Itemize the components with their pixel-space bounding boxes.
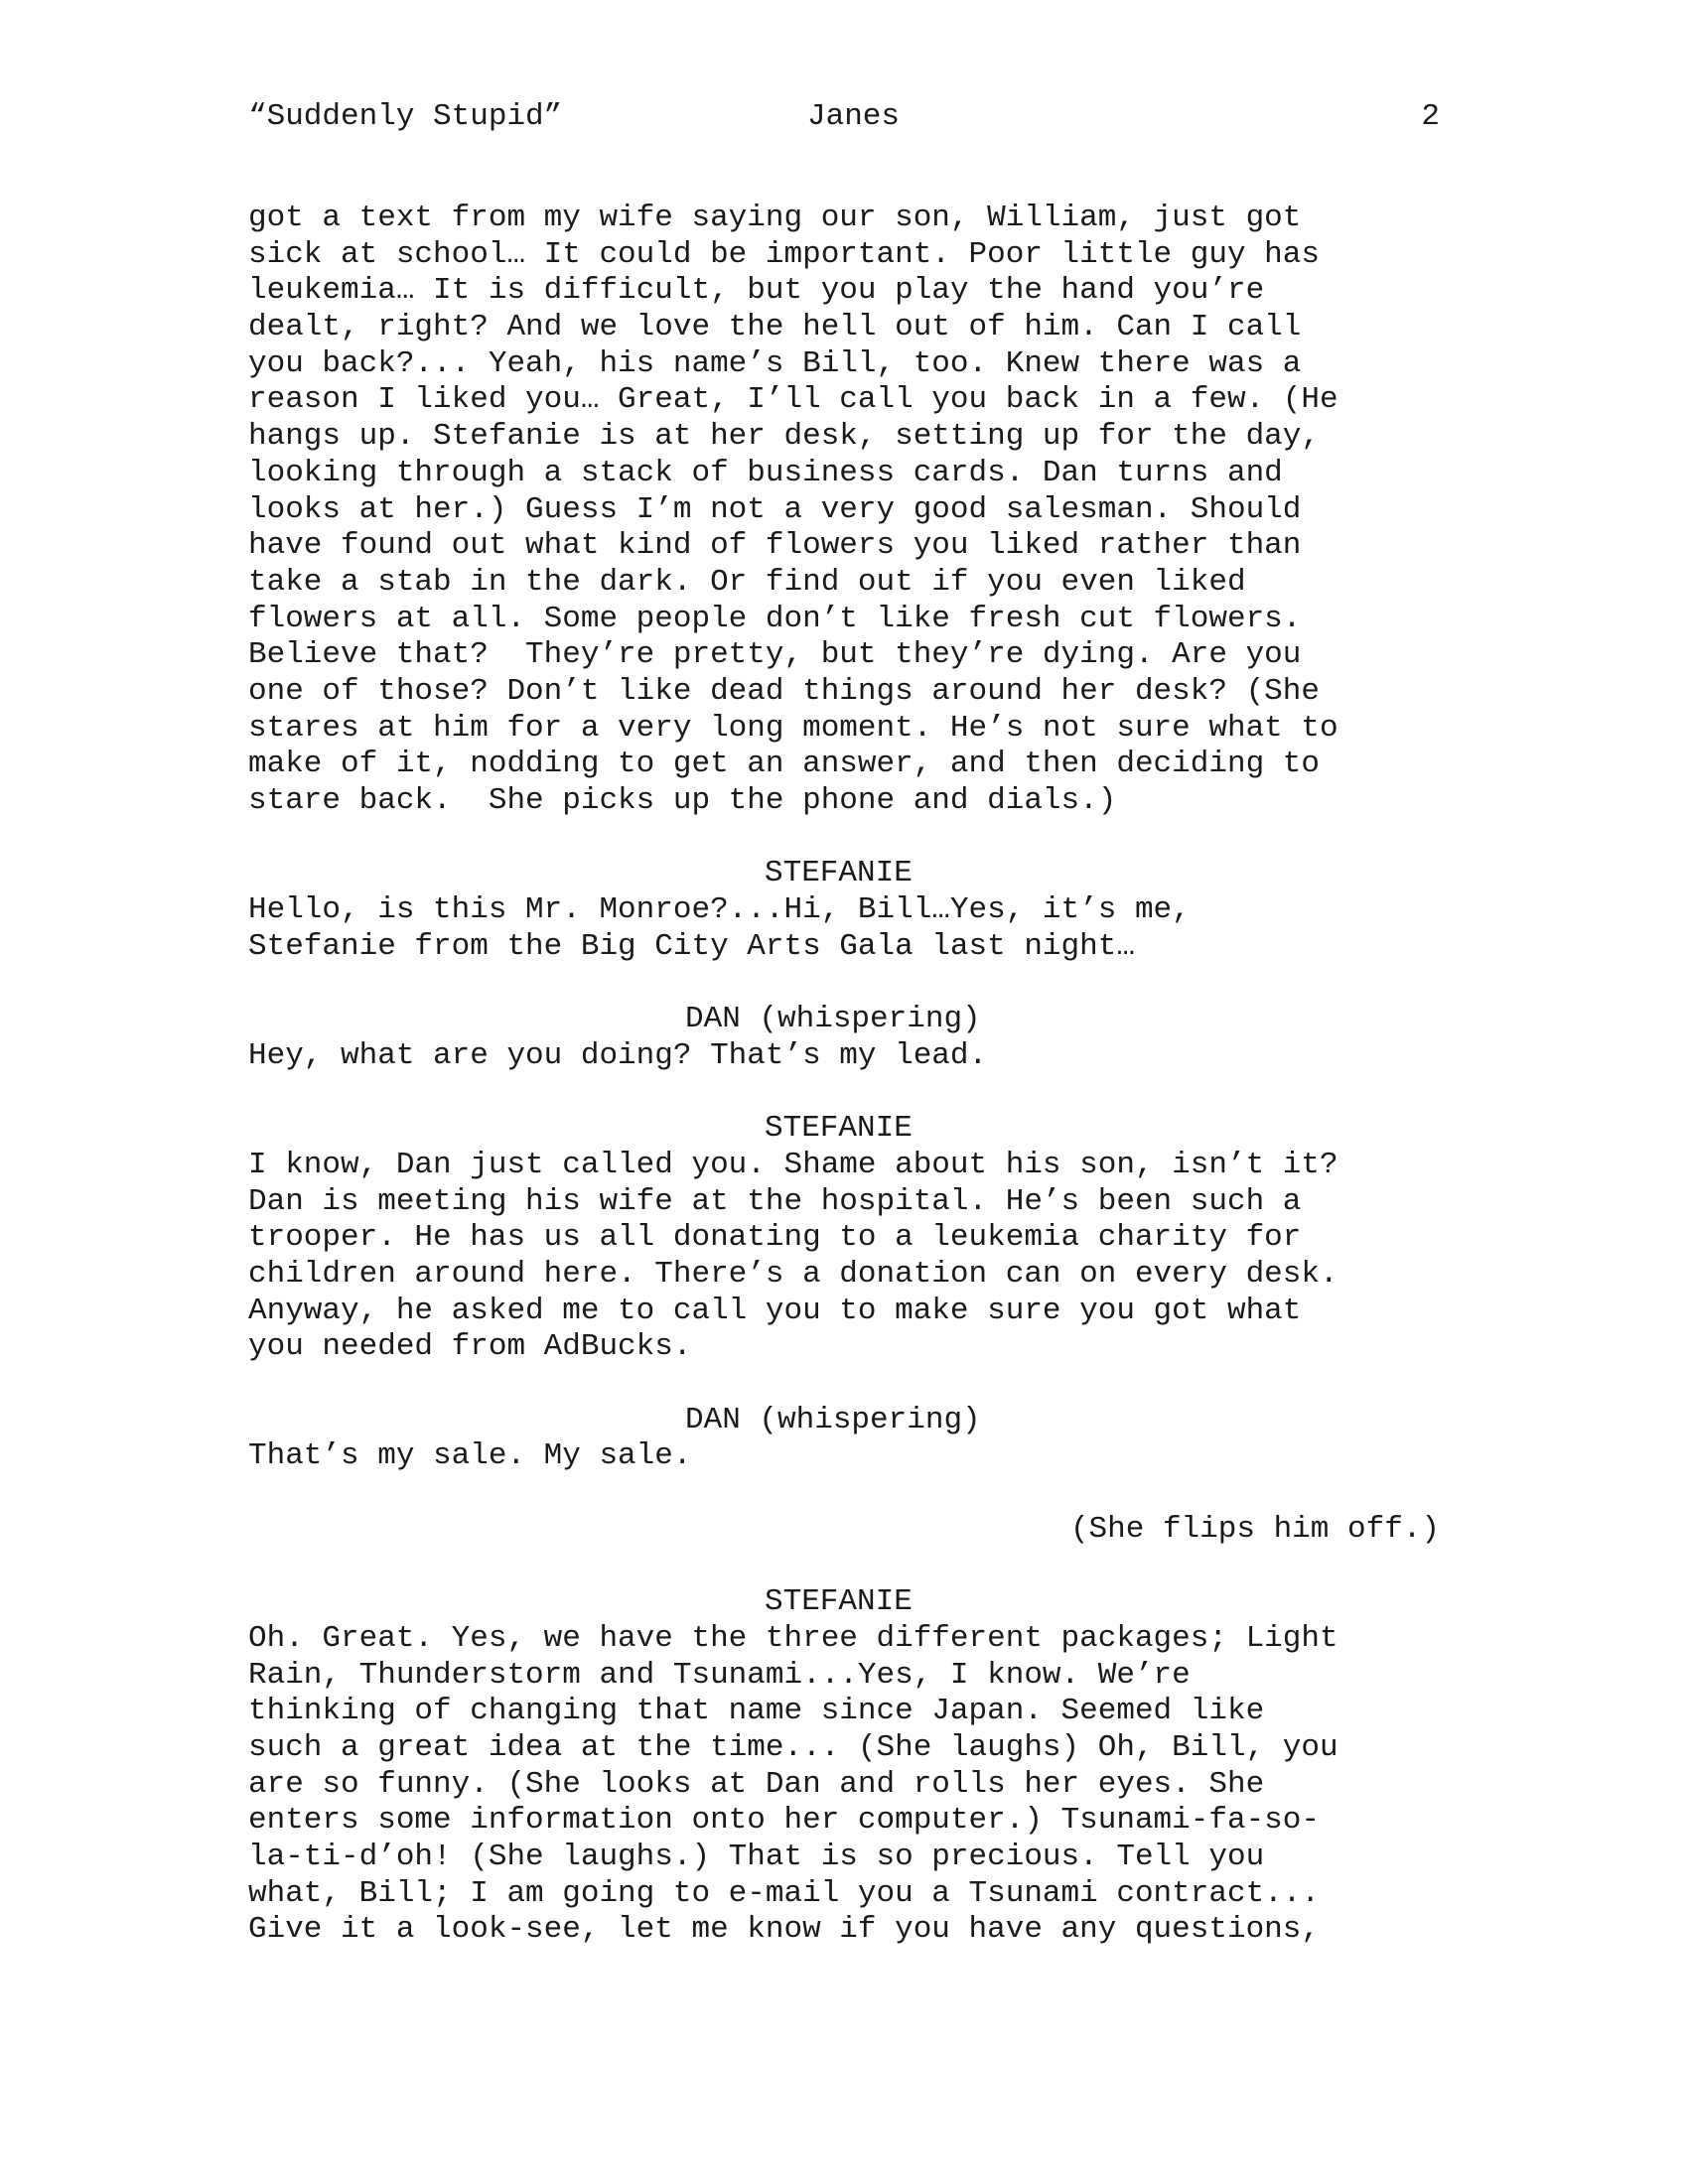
text-line: you needed from AdBucks. — [248, 1329, 692, 1365]
text-line: Dan is meeting his wife at the hospital. He’s been such a — [248, 1183, 1302, 1219]
text-line: are so funny. (She looks at Dan and rolls her eyes. She — [248, 1766, 1265, 1802]
text-line: trooper. He has us all donating to a leukemia charity for — [248, 1220, 1302, 1256]
spacer — [248, 1548, 1440, 1584]
text-line: flowers at all. Some people don’t like fresh cut flowers. — [248, 601, 1302, 636]
text-line: such a great idea at the time... (She laughs) Oh, Bill, you — [248, 1729, 1338, 1765]
character-name: DAN (whispering) — [685, 1402, 981, 1437]
action-block — [248, 201, 1440, 820]
text-line: hangs up. Stefanie is at her desk, setting up for the day, — [248, 419, 1320, 455]
text-line: looks at her.) Guess I’m not a very good salesman. Should — [248, 491, 1302, 527]
text-line: children around here. There’s a donation can on every desk. — [248, 1256, 1338, 1292]
character-name: STEFANIE — [765, 856, 913, 891]
text-line: Hello, is this Mr. Monroe?...Hi, Bill…Yes, it’s me, — [248, 892, 1191, 928]
text-line: Rain, Thunderstorm and Tsunami...Yes, I know. We’re — [248, 1657, 1191, 1693]
spacer — [248, 1075, 1440, 1112]
author-name: Janes — [807, 99, 901, 134]
dialogue-block — [248, 1438, 1440, 1475]
text-line: take a stab in the dark. Or find out if you even liked — [248, 564, 1246, 600]
text-line: one of those? Don’t like dead things around her desk? (She — [248, 673, 1320, 709]
stage-direction: (She flips him off.) — [1069, 1511, 1440, 1547]
text-line: leukemia… It is difficult, but you play the hand you’re — [248, 273, 1265, 309]
dialogue-block — [248, 1038, 1440, 1075]
spacer — [248, 1475, 1440, 1512]
script-body — [248, 201, 1440, 1949]
character-name: DAN (whispering) — [685, 1002, 981, 1037]
text-line: have found out what kind of flowers you liked rather than — [248, 528, 1302, 564]
script-title: “Suddenly Stupid” — [248, 99, 563, 134]
character-name: STEFANIE — [765, 1111, 913, 1147]
text-line: sick at school… It could be important. Poor little guy has — [248, 236, 1320, 272]
text-line: what, Bill; I am going to e-mail you a Tsunami contract... — [248, 1875, 1320, 1911]
text-line: enters some information onto her computer.) Tsunami-fa-so- — [248, 1803, 1320, 1839]
text-line: Believe that? They’re pretty, but they’re dying. Are you — [248, 637, 1302, 673]
text-line: Hey, what are you doing? That’s my lead. — [248, 1037, 988, 1073]
text-line: Anyway, he asked me to call you to make sure you got what — [248, 1293, 1302, 1328]
dialogue-block — [248, 892, 1440, 965]
spacer — [248, 820, 1440, 857]
spacer — [248, 965, 1440, 1002]
text-line: la-ti-d’oh! (She laughs.) That is so precious. Tell you — [248, 1839, 1265, 1874]
text-line: stares at him for a very long moment. He’s not sure what to — [248, 710, 1338, 746]
text-line: That’s my sale. My sale. — [248, 1438, 692, 1474]
text-line: Give it a look-see, let me know if you have any questions, — [248, 1912, 1320, 1948]
text-line: looking through a stack of business cards. Dan turns and — [248, 455, 1283, 490]
text-line: stare back. She picks up the phone and dials.) — [248, 783, 1117, 818]
page-header — [248, 99, 1440, 139]
text-line: Stefanie from the Big City Arts Gala last night… — [248, 928, 1135, 964]
dialogue-block — [248, 1621, 1440, 1949]
character-name: STEFANIE — [765, 1584, 913, 1620]
text-line: Oh. Great. Yes, we have the three different packages; Light — [248, 1620, 1338, 1656]
text-line: make of it, nodding to get an answer, and then deciding to — [248, 747, 1320, 782]
spacer — [248, 1366, 1440, 1403]
text-line: dealt, right? And we love the hell out of him. Can I call — [248, 310, 1302, 345]
text-line: got a text from my wife saying our son, William, just got — [248, 201, 1302, 235]
page-number: 2 — [1421, 99, 1440, 134]
text-line: reason I liked you… Great, I’ll call you back in a few. (He — [248, 382, 1338, 418]
dialogue-block — [248, 1148, 1440, 1366]
text-line: you back?... Yeah, his name’s Bill, too. Knew there was a — [248, 345, 1302, 381]
text-line: thinking of changing that name since Japan. Seemed like — [248, 1694, 1265, 1729]
text-line: I know, Dan just called you. Shame about his son, isn’t it? — [248, 1147, 1338, 1182]
